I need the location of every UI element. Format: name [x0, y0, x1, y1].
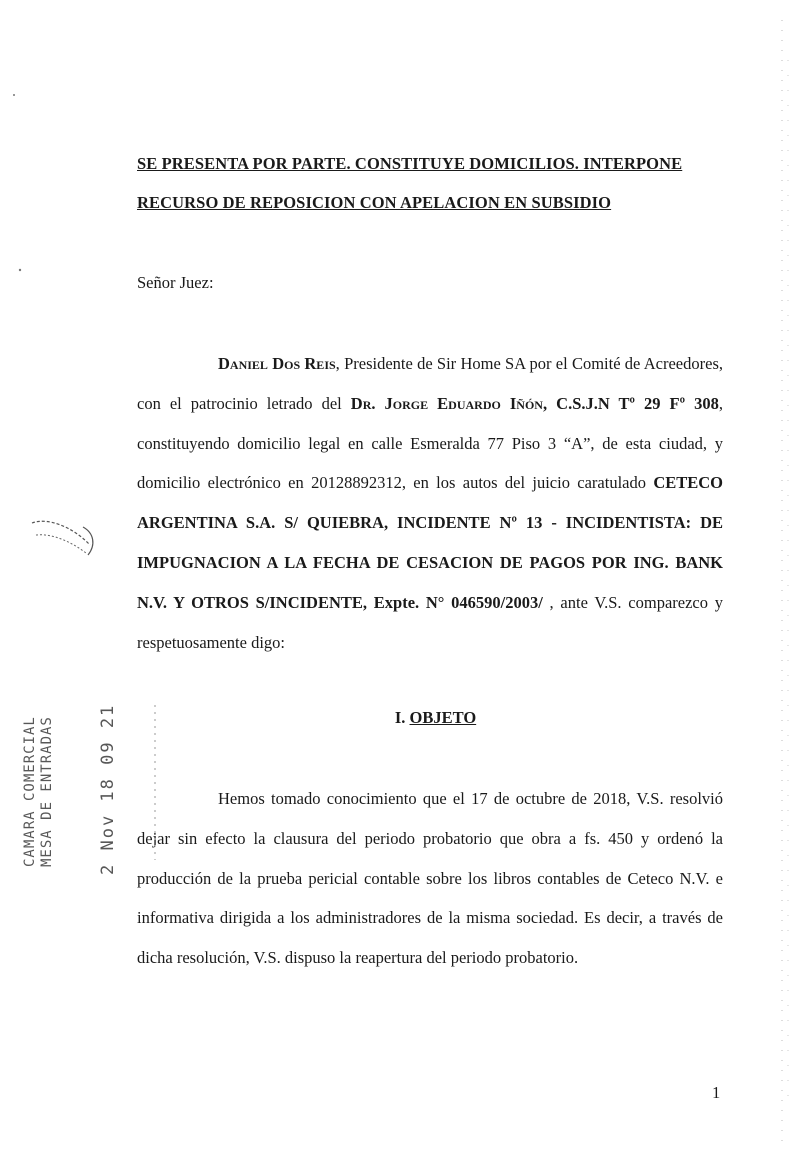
document-heading-line-1: SE PRESENTA POR PARTE. CONSTITUYE DOMICILIOS. INTERPONE: [137, 154, 683, 173]
intro-paragraph: [137, 344, 723, 662]
salutation: Señor Juez:: [137, 273, 214, 292]
court-receipt-stamp: [22, 703, 118, 875]
section-title: [0, 708, 793, 728]
objeto-text: Hemos tomado conocimiento que el 17 de octubre de 2018, V.S. resolvió dejar sin efecto la clausura del periodo probatorio que obra a fs. 450 y ordenó la producción de la prueba pericial contable sobre los libros contables de Ceteco N.V. e informativa dirigida a los administradores de la misma sociedad. Es decir, a través de dicha resolución, V.S. dispuso la reapertura del periodo probatorio.: [137, 789, 723, 968]
scan-edge-noise: [760, 0, 793, 1166]
scan-artifact-vertical: [145, 700, 165, 870]
lawyer-registry: , C.S.J.N Tº 29 Fº 308: [542, 393, 719, 413]
lawyer-prefix: Dr.: [350, 393, 385, 413]
page-number: 1: [712, 1083, 721, 1102]
stamp-date-time: 2 Nov 18 09 21: [98, 703, 118, 875]
stamp-line-2: MESA DE ENTRADAS: [39, 716, 55, 867]
intro-text-1: , Presidente de Sir Home SA por el Comité de Acreedores, con el patrocinio letrado del: [137, 354, 723, 413]
intro-text-2: , constituyendo domicilio legal en calle Esmeralda 77 Piso 3 “A”, de esta ciudad, y domicilio electrónico en 20128892312, en los autos del juicio caratulado: [137, 393, 723, 493]
stamp-line-1: CAMARA COMERCIAL: [22, 716, 38, 867]
case-caption: CETECO ARGENTINA S.A. S/ QUIEBRA, INCIDENTE Nº 13 - INCIDENTISTA: DE IMPUGNACION A LA FECHA DE CESACION DE PAGOS POR ING. BANK N.V. Y OTROS S/INCIDENTE, Expte. N° 046590/2003/: [137, 473, 723, 612]
petitioner-name: Daniel Dos Reis: [218, 354, 336, 373]
handwritten-mark: [28, 515, 98, 560]
scan-left-dots: [0, 90, 30, 390]
document-heading-line-2: RECURSO DE REPOSICION CON APELACION EN SUBSIDIO: [137, 193, 612, 212]
section-title-text: OBJETO: [409, 708, 477, 727]
objeto-paragraph: [137, 779, 723, 978]
lawyer-name: Jorge Eduardo Iñón: [384, 393, 543, 413]
section-number: I.: [394, 708, 406, 727]
intro-text-3: , ante V.S. comparezco y respetuosamente digo:: [137, 592, 723, 652]
